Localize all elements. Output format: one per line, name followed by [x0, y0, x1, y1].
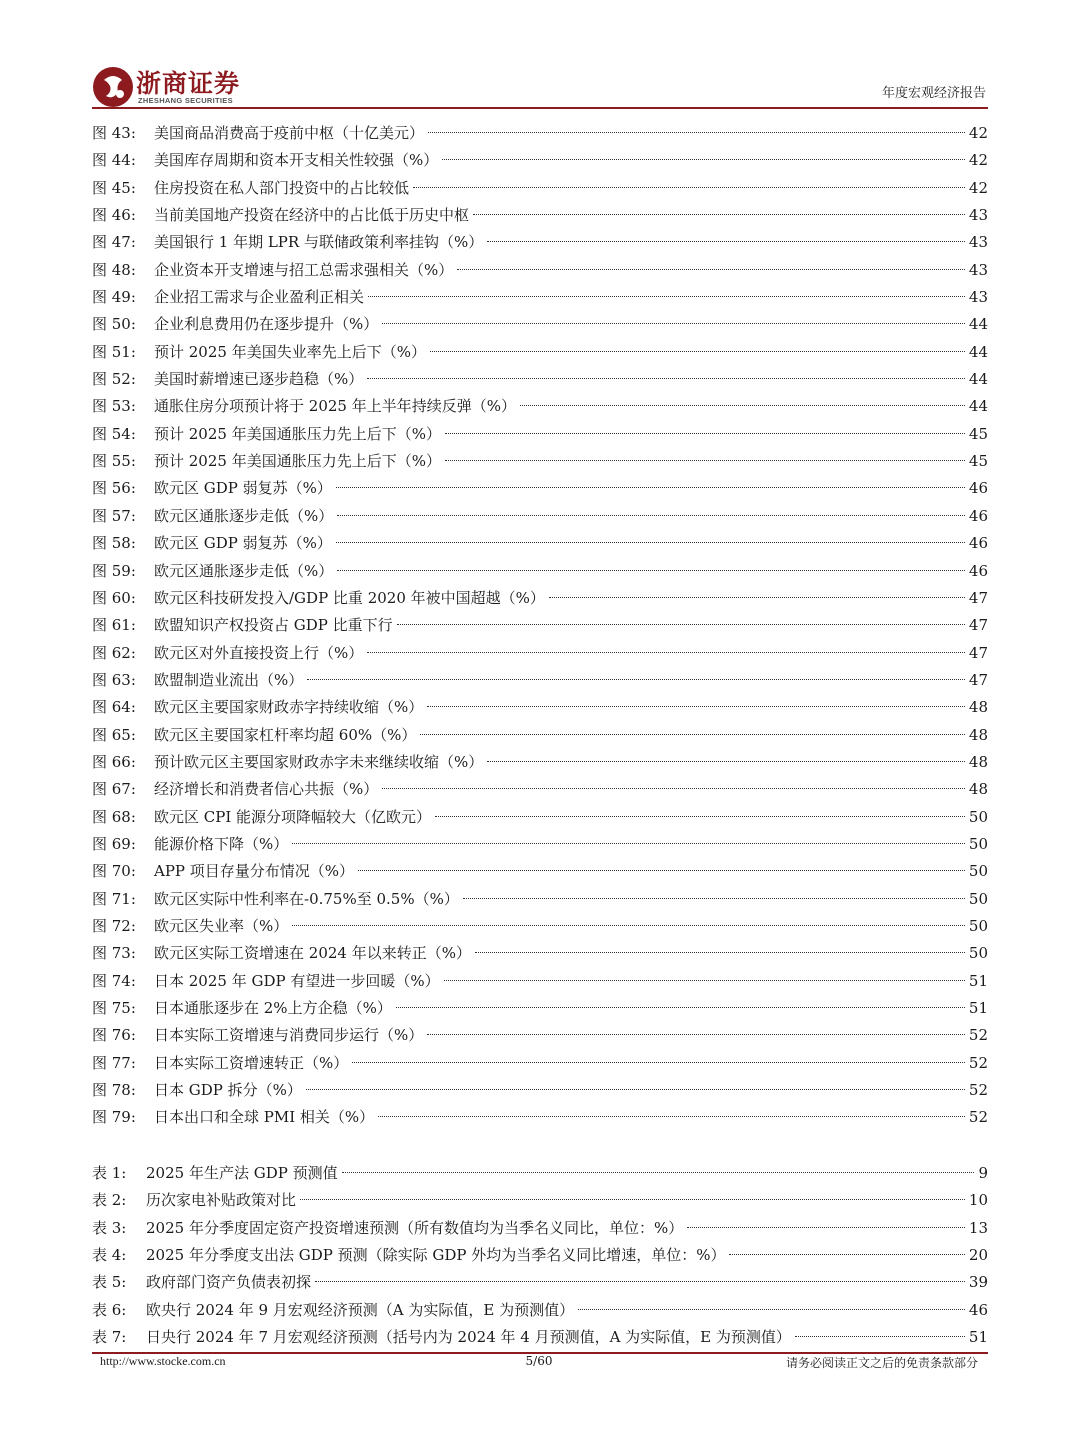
toc-entry-title[interactable]: 当前美国地产投资在经济中的占比低于历史中枢	[154, 206, 470, 225]
toc-entry-page[interactable]: 39	[968, 1273, 988, 1292]
toc-entry-label: 图 52:	[92, 370, 136, 389]
figure-toc-entry[interactable]	[92, 229, 988, 256]
toc-entry-page[interactable]: 51	[968, 1328, 988, 1347]
toc-dot-leader	[420, 734, 965, 735]
toc-entry-title[interactable]: 通胀住房分项预计将于 2025 年上半年持续反弹（%）	[154, 397, 516, 416]
figure-toc-entry[interactable]	[92, 339, 988, 366]
toc-entry-label: 图 64:	[92, 698, 136, 717]
figure-toc-entry[interactable]	[92, 120, 988, 147]
toc-entry-label: 图 56:	[92, 479, 136, 498]
toc-entry-page[interactable]: 46	[968, 479, 988, 498]
figure-toc-entry[interactable]	[92, 694, 988, 721]
toc-entry-page[interactable]: 44	[968, 397, 988, 416]
toc-entry-label: 表 1:	[92, 1164, 127, 1182]
toc-dot-leader	[430, 351, 965, 352]
toc-entry-title[interactable]: 企业招工需求与企业盈利正相关	[154, 288, 365, 307]
logo-text-en: ZHESHANG SECURITIES	[138, 96, 233, 105]
toc-entry-page[interactable]: 43	[968, 233, 988, 252]
toc-entry-label: 图 67:	[92, 780, 136, 799]
toc-entry-page[interactable]: 51	[968, 971, 988, 990]
toc-dot-leader	[473, 214, 965, 215]
figure-toc-entry[interactable]	[92, 940, 988, 967]
toc-entry-page[interactable]: 48	[968, 698, 988, 717]
toc-entry-title[interactable]: 欧元区科技研发投入/GDP 比重 2020 年被中国超越（%）	[154, 588, 545, 607]
toc-dot-leader	[382, 788, 965, 789]
toc-entry-label: 图 77:	[92, 1053, 136, 1072]
toc-entry-title[interactable]: 历次家电补贴政策对比	[146, 1191, 297, 1210]
toc-entry-title[interactable]: 日本实际工资增速转正（%）	[154, 1053, 349, 1072]
figure-toc-entry[interactable]	[92, 421, 988, 448]
toc-dot-leader	[435, 816, 965, 817]
toc-dot-leader	[457, 269, 965, 270]
toc-entry-label: 图 49:	[92, 288, 136, 307]
toc-entry-title[interactable]: 欧元区失业率（%）	[154, 916, 289, 935]
figure-toc-entry[interactable]	[92, 257, 988, 284]
toc-entry-label: 图 60:	[92, 588, 136, 607]
toc-entry-page[interactable]: 13	[968, 1218, 988, 1237]
toc-entry-title[interactable]: 欧元区通胀逐步走低（%）	[154, 506, 334, 525]
toc-entry-label: 图 71:	[92, 889, 136, 908]
toc-dot-leader	[336, 542, 965, 543]
toc-entry-label: 图 59:	[92, 561, 136, 580]
toc-entry-title[interactable]: 日本通胀逐步在 2%上方企稳（%）	[154, 999, 392, 1017]
figure-toc-entry[interactable]	[92, 311, 988, 338]
toc-entry-label: 图 54:	[92, 424, 136, 443]
toc-dot-leader	[729, 1254, 964, 1255]
toc-entry-page[interactable]: 46	[968, 561, 988, 580]
toc-entry-title[interactable]: 日本实际工资增速与消费同步运行（%）	[154, 1026, 424, 1045]
toc-entry-title[interactable]: 2025 年分季度支出法 GDP 预测（除实际 GDP 外均为当季名义同比增速，单位：%）	[146, 1246, 726, 1265]
figure-toc-entry[interactable]	[92, 530, 988, 557]
toc-entry-label: 图 78:	[92, 1081, 136, 1100]
toc-entry-label: 图 51:	[92, 342, 136, 361]
figure-toc-entry[interactable]	[92, 558, 988, 585]
figure-toc-entry[interactable]	[92, 968, 988, 995]
toc-entry-label: 图 76:	[92, 1026, 136, 1045]
toc-dot-leader	[342, 1172, 975, 1173]
toc-dot-leader	[687, 1227, 965, 1228]
table-toc-entry[interactable]	[92, 1324, 988, 1351]
toc-entry-page[interactable]: 48	[968, 780, 988, 799]
figure-toc-entry[interactable]	[92, 585, 988, 612]
toc-dot-leader	[445, 433, 965, 434]
toc-entry-page[interactable]: 50	[968, 807, 988, 826]
toc-dot-leader	[307, 679, 965, 680]
toc-entry-title[interactable]: 欧元区 CPI 能源分项降幅较大（亿欧元）	[154, 807, 432, 826]
toc-entry-page[interactable]: 45	[968, 452, 988, 471]
toc-entry-label: 图 70:	[92, 862, 136, 881]
figure-toc-entry[interactable]	[92, 612, 988, 639]
toc-dot-leader	[413, 187, 965, 188]
toc-entry-label: 图 73:	[92, 944, 136, 963]
toc-entry-title[interactable]: 2025 年生产法 GDP 预测值	[146, 1164, 338, 1182]
toc-entry-page[interactable]: 43	[968, 206, 988, 225]
toc-entry-page[interactable]: 46	[968, 1300, 988, 1319]
table-toc-list	[92, 1160, 988, 1351]
figure-toc-entry[interactable]	[92, 913, 988, 940]
figure-toc-entry[interactable]	[92, 776, 988, 803]
figure-toc-entry[interactable]	[92, 448, 988, 475]
toc-entry-label: 图 61:	[92, 616, 136, 635]
toc-dot-leader	[487, 761, 965, 762]
toc-entry-label: 图 53:	[92, 397, 136, 416]
figure-toc-list	[92, 120, 988, 1132]
toc-dot-leader	[445, 460, 965, 461]
toc-dot-leader	[520, 405, 965, 406]
figure-toc-entry[interactable]	[92, 503, 988, 530]
toc-entry-page[interactable]: 47	[968, 588, 988, 607]
toc-dot-leader	[382, 323, 965, 324]
toc-entry-page[interactable]: 50	[968, 916, 988, 935]
toc-entry-label: 图 66:	[92, 752, 136, 771]
toc-dot-leader	[442, 159, 965, 160]
figure-toc-entry[interactable]	[92, 1104, 988, 1131]
toc-entry-page[interactable]: 52	[968, 1108, 988, 1127]
toc-entry-page[interactable]: 47	[968, 670, 988, 689]
toc-entry-title[interactable]: 欧元区实际工资增速在 2024 年以来转正（%）	[154, 944, 471, 963]
toc-entry-page[interactable]: 52	[968, 1026, 988, 1045]
toc-dot-leader	[475, 952, 965, 953]
toc-entry-label: 图 57:	[92, 506, 136, 525]
toc-entry-title[interactable]: 日本 GDP 拆分（%）	[154, 1081, 302, 1100]
figure-toc-entry[interactable]	[92, 667, 988, 694]
toc-entry-title[interactable]: 预计欧元区主要国家财政赤字未来继续收缩（%）	[154, 752, 484, 771]
figure-toc-entry[interactable]	[92, 831, 988, 858]
toc-dot-leader	[292, 925, 965, 926]
table-toc-entry[interactable]	[92, 1242, 988, 1269]
toc-entry-title[interactable]: 欧元区实际中性利率在-0.75%至 0.5%（%）	[154, 889, 459, 908]
toc-dot-leader	[300, 1199, 965, 1200]
toc-dot-leader	[428, 132, 965, 133]
toc-dot-leader	[487, 241, 965, 242]
toc-entry-title[interactable]: 欧元区对外直接投资上行（%）	[154, 643, 364, 662]
toc-dot-leader	[397, 624, 965, 625]
toc-entry-label: 图 79:	[92, 1108, 136, 1127]
toc-entry-page[interactable]: 50	[968, 944, 988, 963]
toc-dot-leader	[378, 1116, 965, 1117]
toc-entry-title[interactable]: 欧元区主要国家杠杆率均超 60%（%）	[154, 725, 417, 744]
toc-entry-title[interactable]: 预计 2025 年美国失业率先上后下（%）	[154, 342, 426, 361]
toc-entry-title[interactable]: APP 项目存量分布情况（%）	[154, 862, 355, 881]
toc-entry-page[interactable]: 50	[968, 889, 988, 908]
figure-toc-entry[interactable]	[92, 1022, 988, 1049]
table-toc-entry[interactable]	[92, 1187, 988, 1214]
toc-entry-label: 图 48:	[92, 260, 136, 279]
zheshang-logo-icon	[92, 66, 134, 108]
footer-disclaimer: 请务必阅读正文之后的免责条款部分	[785, 1356, 978, 1370]
toc-dot-leader	[368, 296, 965, 297]
toc-entry-page[interactable]: 43	[968, 288, 988, 307]
figure-toc-entry[interactable]	[92, 366, 988, 393]
toc-dot-leader	[444, 980, 965, 981]
toc-dot-leader	[578, 1309, 965, 1310]
toc-entry-title[interactable]: 日央行 2024 年 7 月宏观经济预测（括号内为 2024 年 4 月预测值，A 为实际值，E 为预测值）	[146, 1328, 791, 1347]
toc-entry-title[interactable]: 预计 2025 年美国通胀压力先上后下（%）	[154, 452, 441, 471]
toc-entry-page[interactable]: 46	[968, 534, 988, 553]
toc-entry-page[interactable]: 43	[968, 260, 988, 279]
toc-entry-label: 图 55:	[92, 452, 136, 471]
table-toc-entry[interactable]	[92, 1215, 988, 1242]
toc-dot-leader	[337, 515, 965, 516]
toc-entry-page[interactable]: 9	[978, 1164, 988, 1182]
toc-entry-label: 图 68:	[92, 807, 136, 826]
toc-entry-label: 图 43:	[92, 124, 136, 142]
figure-toc-entry[interactable]	[92, 749, 988, 776]
figure-toc-entry[interactable]	[92, 475, 988, 502]
page-number: 5/60	[525, 1354, 553, 1368]
toc-entry-title[interactable]: 企业利息费用仍在逐步提升（%）	[154, 315, 379, 334]
toc-entry-label: 图 58:	[92, 534, 136, 553]
figure-toc-entry[interactable]	[92, 804, 988, 831]
figure-toc-entry[interactable]	[92, 175, 988, 202]
toc-entry-title[interactable]: 2025 年分季度固定资产投资增速预测（所有数值均为当季名义同比，单位：%）	[146, 1218, 684, 1237]
toc-dot-leader	[427, 706, 965, 707]
toc-entry-title[interactable]: 美国时薪增速已逐步趋稳（%）	[154, 370, 364, 389]
figure-toc-entry[interactable]	[92, 1050, 988, 1077]
toc-entry-label: 表 7:	[92, 1328, 127, 1347]
toc-entry-label: 表 3:	[92, 1218, 127, 1237]
figure-toc-entry[interactable]	[92, 858, 988, 885]
toc-entry-page[interactable]: 52	[968, 1053, 988, 1072]
toc-entry-page[interactable]: 50	[968, 862, 988, 881]
figure-toc-entry[interactable]	[92, 722, 988, 749]
toc-entry-page[interactable]: 44	[968, 342, 988, 361]
logo-text-cn: 浙商证券	[136, 69, 241, 98]
toc-entry-page[interactable]: 44	[968, 315, 988, 334]
toc-entry-page[interactable]: 47	[968, 643, 988, 662]
toc-entry-page[interactable]: 48	[968, 752, 988, 771]
toc-entry-title[interactable]: 住房投资在私人部门投资中的占比较低	[154, 178, 410, 197]
toc-entry-title[interactable]: 美国商品消费高于疫前中枢（十亿美元）	[154, 124, 425, 142]
toc-entry-page[interactable]: 42	[968, 151, 988, 170]
toc-entry-title[interactable]: 美国库存周期和资本开支相关性较强（%）	[154, 151, 439, 170]
toc-entry-label: 表 4:	[92, 1246, 127, 1265]
toc-entry-page[interactable]: 48	[968, 725, 988, 744]
toc-dot-leader	[358, 870, 965, 871]
figure-toc-entry[interactable]	[92, 1077, 988, 1104]
figure-toc-entry[interactable]	[92, 995, 988, 1022]
report-type: 年度宏观经济报告	[881, 86, 986, 101]
figure-toc-entry[interactable]	[92, 640, 988, 667]
toc-entry-title[interactable]: 预计 2025 年美国通胀压力先上后下（%）	[154, 424, 441, 443]
page-header	[92, 62, 988, 108]
toc-entry-title[interactable]: 欧央行 2024 年 9 月宏观经济预测（A 为实际值，E 为预测值）	[146, 1300, 575, 1319]
toc-dot-leader	[292, 843, 965, 844]
toc-entry-label: 图 46:	[92, 206, 136, 225]
figure-toc-entry[interactable]	[92, 284, 988, 311]
toc-entry-label: 图 69:	[92, 834, 136, 853]
toc-entry-page[interactable]: 20	[968, 1246, 988, 1265]
toc-entry-title[interactable]: 能源价格下降（%）	[154, 834, 289, 853]
footer-url-link[interactable]: http://www.stocke.com.cn	[100, 1354, 226, 1368]
toc-entry-page[interactable]: 52	[968, 1081, 988, 1100]
toc-entry-page[interactable]: 51	[968, 999, 988, 1017]
toc-dot-leader	[306, 1089, 965, 1090]
toc-entry-label: 图 45:	[92, 178, 136, 197]
toc-dot-leader	[549, 597, 965, 598]
toc-entry-page[interactable]: 42	[968, 178, 988, 197]
toc-entry-page[interactable]: 42	[968, 124, 988, 142]
toc-dot-leader	[427, 1034, 965, 1035]
figure-toc-entry[interactable]	[92, 147, 988, 174]
toc-entry-title[interactable]: 政府部门资产负债表初探	[146, 1273, 312, 1292]
table-toc-entry[interactable]	[92, 1269, 988, 1296]
toc-dot-leader	[367, 652, 965, 653]
toc-entry-page[interactable]: 44	[968, 370, 988, 389]
toc-entry-title[interactable]: 美国银行 1 年期 LPR 与联储政策利率挂钩（%）	[154, 233, 484, 252]
toc-entry-label: 图 65:	[92, 725, 136, 744]
toc-dot-leader	[337, 570, 965, 571]
toc-entry-label: 图 75:	[92, 999, 136, 1017]
figure-toc-entry[interactable]	[92, 393, 988, 420]
toc-dot-leader	[396, 1007, 965, 1008]
toc-entry-title[interactable]: 欧盟知识产权投资占 GDP 比重下行	[154, 616, 393, 635]
toc-entry-title[interactable]: 欧元区主要国家财政赤字持续收缩（%）	[154, 698, 424, 717]
toc-dot-leader	[352, 1062, 965, 1063]
toc-entry-label: 图 50:	[92, 315, 136, 334]
toc-entry-title[interactable]: 日本 2025 年 GDP 有望进一步回暖（%）	[154, 971, 440, 990]
toc-entry-label: 图 72:	[92, 916, 136, 935]
toc-dot-leader	[367, 378, 965, 379]
toc-entry-label: 图 47:	[92, 233, 136, 252]
table-toc-entry[interactable]	[92, 1160, 988, 1187]
toc-dot-leader	[336, 487, 965, 488]
toc-entry-title[interactable]: 企业资本开支增速与招工总需求强相关（%）	[154, 260, 454, 279]
toc-entry-page[interactable]: 47	[968, 616, 988, 635]
toc-entry-label: 表 5:	[92, 1273, 127, 1292]
toc-entry-title[interactable]: 经济增长和消费者信心共振（%）	[154, 780, 379, 799]
toc-dot-leader	[795, 1336, 965, 1337]
toc-entry-page[interactable]: 50	[968, 834, 988, 853]
toc-dot-leader	[315, 1281, 965, 1282]
figure-toc-entry[interactable]	[92, 202, 988, 229]
table-toc-entry[interactable]	[92, 1297, 988, 1324]
toc-entry-label: 表 2:	[92, 1191, 127, 1210]
toc-dot-leader	[463, 898, 965, 899]
toc-entry-label: 图 74:	[92, 971, 136, 990]
toc-entry-label: 表 6:	[92, 1300, 127, 1319]
toc-entry-label: 图 62:	[92, 643, 136, 662]
toc-entry-label: 图 63:	[92, 670, 136, 689]
toc-entry-title[interactable]: 欧元区通胀逐步走低（%）	[154, 561, 334, 580]
figure-toc-entry[interactable]	[92, 886, 988, 913]
toc-entry-label: 图 44:	[92, 151, 136, 170]
toc-entry-page[interactable]: 46	[968, 506, 988, 525]
toc-entry-title[interactable]: 日本出口和全球 PMI 相关（%）	[154, 1108, 375, 1127]
toc-entry-page[interactable]: 10	[968, 1191, 988, 1210]
toc-entry-title[interactable]: 欧盟制造业流出（%）	[154, 670, 304, 689]
header-divider	[92, 107, 988, 109]
toc-entry-title[interactable]: 欧元区 GDP 弱复苏（%）	[154, 534, 332, 553]
page-footer	[100, 1354, 978, 1374]
toc-entry-title[interactable]: 欧元区 GDP 弱复苏（%）	[154, 479, 332, 498]
toc-entry-page[interactable]: 45	[968, 424, 988, 443]
